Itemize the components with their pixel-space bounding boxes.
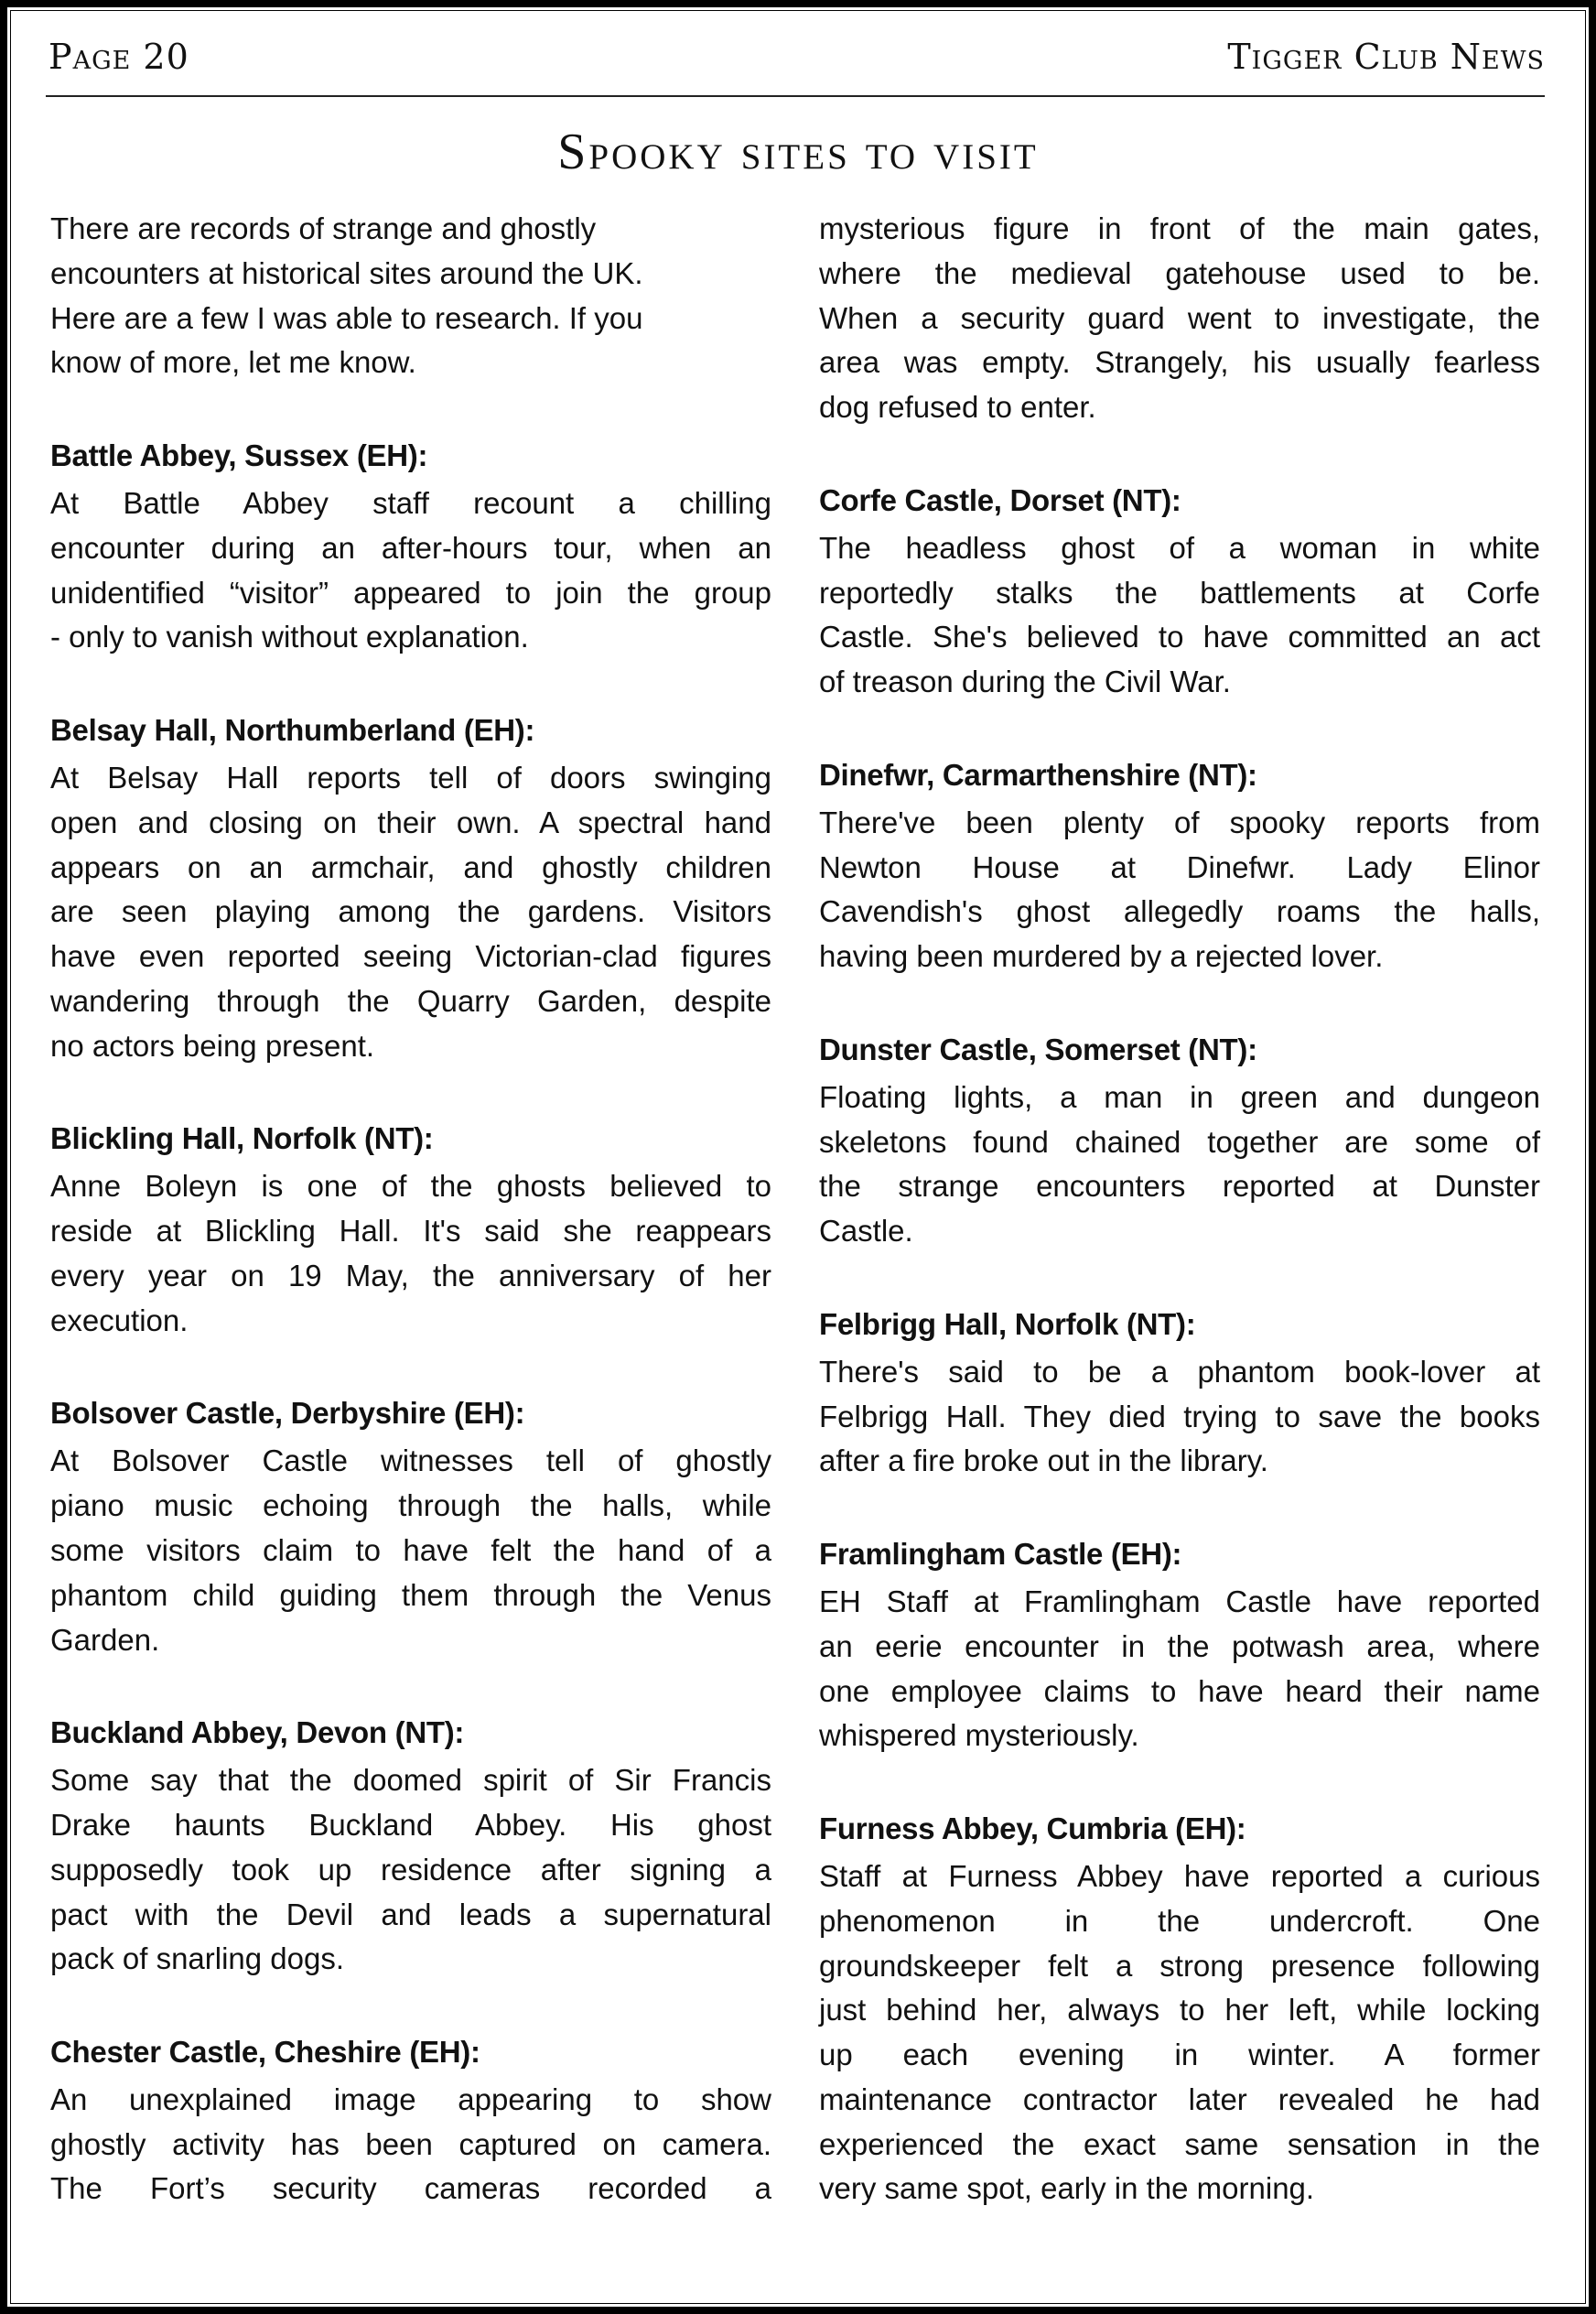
site-heading: Furness Abbey, Cumbria (EH): — [819, 1811, 1246, 1845]
site-entry — [50, 434, 771, 660]
text-line: - only to vanish without explanation. — [50, 620, 529, 654]
text-line: dog refused to enter. — [819, 390, 1096, 425]
text-line: Castle. She's believed to have committed an act — [819, 620, 1540, 654]
text-line: unidentified “visitor” appeared to join the group — [50, 575, 771, 610]
site-heading: Dunster Castle, Somerset (NT): — [819, 1032, 1257, 1066]
text-line: Felbrigg Hall. They died trying to save the books — [819, 1399, 1540, 1433]
text-line: skeletons found chained together are some of — [819, 1124, 1540, 1159]
text-line: supposedly took up residence after signing a — [50, 1852, 771, 1887]
text-line: There's said to be a phantom book-lover at — [819, 1354, 1540, 1389]
running-header — [49, 33, 1545, 79]
site-entry — [50, 708, 771, 1069]
text-line: pack of snarling dogs. — [50, 1941, 345, 1976]
text-line: phenomenon in the undercroft. One — [819, 1903, 1540, 1938]
text-line: where the medieval gatehouse used to be. — [819, 255, 1540, 290]
text-line: no actors being present. — [50, 1028, 375, 1063]
text-line: Here are a few I was able to research. If you — [50, 300, 643, 335]
site-heading: Corfe Castle, Dorset (NT): — [819, 482, 1181, 517]
site-heading: Framlingham Castle (EH): — [819, 1536, 1182, 1571]
site-entry — [819, 207, 1540, 430]
text-line: know of more, let me know. — [50, 345, 416, 380]
text-line: pact with the Devil and leads a supernatural — [50, 1897, 771, 1931]
page-number: Page 20 — [49, 37, 189, 77]
site-entry — [50, 207, 771, 385]
publication-name: Tigger Club News — [1227, 37, 1545, 77]
text-line: wandering through the Quarry Garden, despite — [50, 983, 771, 1018]
text-line: EH Staff at Framlingham Castle have reported — [819, 1584, 1540, 1618]
site-heading: Felbrigg Hall, Norfolk (NT): — [819, 1306, 1196, 1341]
site-heading: Dinefwr, Carmarthenshire (NT): — [819, 757, 1257, 792]
text-line: are seen playing among the gardens. Visitors — [50, 894, 771, 929]
text-line: Garden. — [50, 1622, 160, 1657]
text-line: Cavendish's ghost allegedly roams the halls, — [819, 894, 1540, 929]
text-line: An unexplained image appearing to show — [50, 2082, 771, 2116]
text-line: There've been plenty of spooky reports from — [819, 805, 1540, 839]
text-line: the strange encounters reported at Dunster — [819, 1169, 1540, 1204]
article-title: Spooky sites to visit — [557, 124, 1039, 180]
site-entry — [50, 1391, 771, 1662]
site-entry — [819, 1028, 1540, 1254]
site-entry — [819, 1807, 1540, 2211]
text-line: maintenance contractor later revealed he had — [819, 2082, 1540, 2116]
text-line: Floating lights, a man in green and dungeon — [819, 1079, 1540, 1114]
text-line: There are records of strange and ghostly — [50, 211, 597, 245]
text-line: very same spot, early in the morning. — [819, 2171, 1315, 2206]
text-line: open and closing on their own. A spectral hand — [50, 805, 771, 839]
text-line: have even reported seeing Victorian-clad figures — [50, 939, 771, 974]
header-divider — [46, 95, 1545, 97]
text-line: groundskeeper felt a strong presence following — [819, 1948, 1540, 1983]
right-column — [819, 207, 1540, 2211]
left-column — [50, 207, 771, 2211]
text-line: having been murdered by a rejected lover. — [819, 939, 1384, 974]
site-entry — [50, 1117, 771, 1343]
site-heading: Blickling Hall, Norfolk (NT): — [50, 1121, 434, 1156]
text-line: Some say that the doomed spirit of Sir Francis — [50, 1763, 771, 1798]
text-line: appears on an armchair, and ghostly children — [50, 849, 771, 884]
text-line: an eerie encounter in the potwash area, where — [819, 1628, 1540, 1663]
text-line: every year on 19 May, the anniversary of her — [50, 1258, 771, 1292]
site-heading: Belsay Hall, Northumberland (EH): — [50, 712, 535, 747]
text-line: one employee claims to have heard their name — [819, 1673, 1540, 1708]
text-line: up each evening in winter. A former — [819, 2038, 1540, 2072]
text-line: encounter during an after-hours tour, when an — [50, 530, 771, 565]
text-line: after a fire broke out in the library. — [819, 1444, 1268, 1478]
text-line: At Belsay Hall reports tell of doors swinging — [50, 760, 771, 795]
text-line: Newton House at Dinefwr. Lady Elinor — [819, 849, 1540, 884]
text-line: When a security guard went to investigate, the — [819, 300, 1540, 335]
site-entry — [819, 1303, 1540, 1484]
text-line: mysterious figure in front of the main gates, — [819, 211, 1540, 245]
text-line: encounters at historical sites around the UK. — [50, 255, 643, 290]
text-line: The headless ghost of a woman in white — [819, 530, 1540, 565]
text-line: experienced the exact same sensation in the — [819, 2126, 1540, 2161]
text-line: The Fort’s security cameras recorded a — [50, 2171, 771, 2206]
site-heading: Bolsover Castle, Derbyshire (EH): — [50, 1396, 525, 1431]
text-line: ghostly activity has been captured on camera. — [50, 2126, 771, 2161]
text-line: At Battle Abbey staff recount a chilling — [50, 485, 771, 520]
text-line: Staff at Furness Abbey have reported a curious — [819, 1858, 1540, 1893]
text-line: area was empty. Strangely, his usually fearless — [819, 345, 1540, 380]
site-entry — [50, 1711, 771, 1982]
text-line: Anne Boleyn is one of the ghosts believed to — [50, 1169, 771, 1204]
site-heading: Buckland Abbey, Devon (NT): — [50, 1715, 465, 1750]
text-line: whispered mysteriously. — [819, 1718, 1139, 1753]
site-entry — [819, 479, 1540, 705]
text-line: reside at Blickling Hall. It's said she reappears — [50, 1214, 771, 1249]
text-line: just behind her, always to her left, while locking — [819, 1993, 1540, 2027]
text-line: of treason during the Civil War. — [819, 665, 1231, 699]
text-line: piano music echoing through the halls, while — [50, 1488, 771, 1523]
text-line: Castle. — [819, 1214, 913, 1249]
site-entry — [50, 2030, 771, 2211]
text-line: At Bolsover Castle witnesses tell of ghostly — [50, 1444, 771, 1478]
site-heading: Chester Castle, Cheshire (EH): — [50, 2034, 480, 2069]
text-line: Drake haunts Buckland Abbey. His ghost — [50, 1807, 771, 1842]
text-line: phantom child guiding them through the Venus — [50, 1577, 771, 1612]
text-line: some visitors claim to have felt the hand of a — [50, 1532, 771, 1567]
text-line: execution. — [50, 1303, 189, 1337]
text-line: reportedly stalks the battlements at Corfe — [819, 575, 1540, 610]
site-entry — [819, 753, 1540, 979]
site-heading: Battle Abbey, Sussex (EH): — [50, 438, 428, 472]
site-entry — [819, 1532, 1540, 1758]
